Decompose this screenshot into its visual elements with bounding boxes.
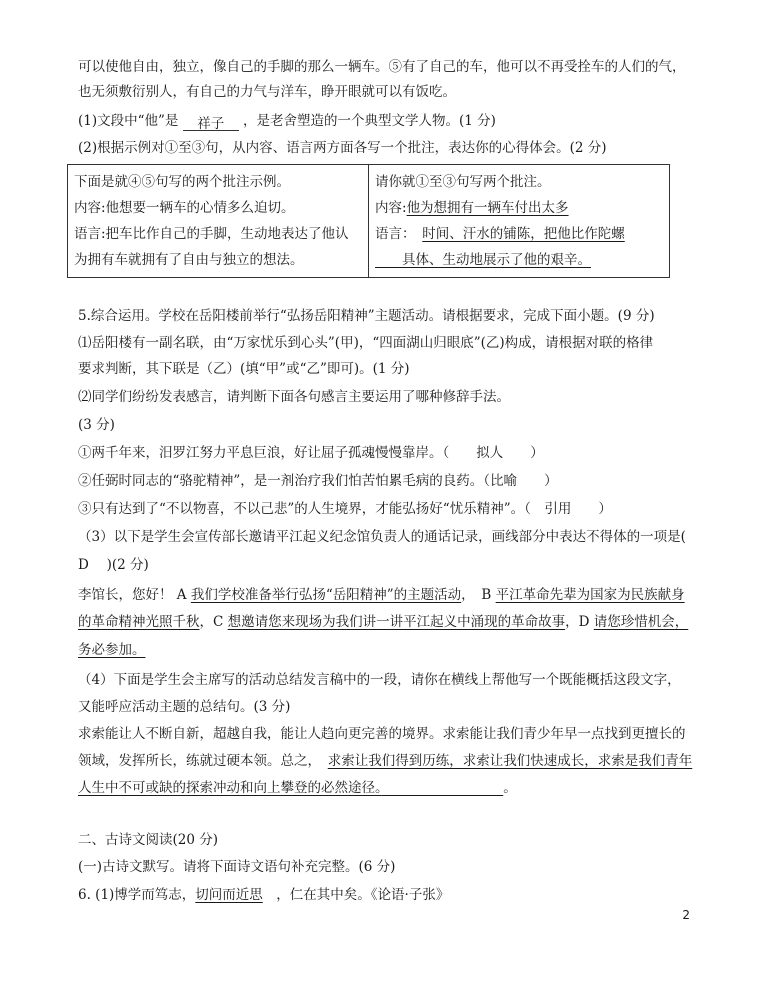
question-6 [78, 885, 449, 905]
rhetoric-item-2 [78, 471, 558, 491]
q6-text: 6. (1)博学而笃志， [78, 887, 196, 903]
answer-text: 祥子 [197, 116, 225, 132]
call-option-d: 请您珍惜机会， [593, 614, 689, 630]
q6-tail: ，仁在其中矣。《论语·子张》 [276, 887, 450, 903]
call-record-line-2 [78, 612, 688, 632]
language-answer-1: 时间、汗水的铺陈，把他比作陀螺 [422, 226, 625, 242]
section-2-sub: (一)古诗文默写。请将下面诗文语句补充完整。(6 分) [78, 859, 396, 875]
call-record-line-3 [78, 640, 146, 660]
call-option-b: 平江革命先辈为国家为民族献身 [495, 587, 685, 603]
item-2-answer: 比喻 [490, 473, 518, 489]
q5-s4-line1: （4）下面是学生会主席写的活动总结发言稿中的一段，请你在横线上帮他写一个既能概括这段文字， [78, 672, 681, 688]
passage-line-2: 也无须敷衍别人，有自己的力气与洋车，睁开眼就可以有饭吃。 [78, 84, 456, 100]
rhetoric-item-3 [78, 499, 612, 519]
answer-head: 请你就①至③句写两个批注。 [375, 174, 551, 190]
q5-s4-line2: 又能呼应活动主题的总结句。(3 分) [78, 699, 291, 715]
page-number: 2 [682, 908, 690, 922]
content-annotation [375, 195, 663, 221]
example-line: 语言:把车比作自己的手脚，生动地表达了他认 [74, 226, 349, 242]
answer-blank-1 [183, 114, 239, 131]
rhetoric-item-1 [78, 443, 544, 463]
call-option-d-cont: 务必参加。 [78, 642, 146, 658]
summary-answer: 求索让我们得到历练，求索让我们快速成长，求索是我们青年 [327, 753, 693, 769]
content-label: 内容: [375, 200, 407, 216]
language-annotation [375, 221, 663, 247]
q5-s3-line2: D )(2 分) [78, 557, 149, 573]
item-3-text: ③只有达到了“不以物喜，不以己悲”的人生境界，才能弘扬好“忧乐精神”。（ [78, 501, 531, 517]
answer-cell [369, 165, 670, 278]
item-3-close: ） [598, 501, 612, 517]
q5-s3-line1: （3）以下是学生会宣传部长邀请平江起义纪念馆负责人的通话记录，画线部分中表达不得体的一项是( [78, 529, 686, 545]
language-label: 语言： [375, 226, 409, 242]
call-option-c: 想邀请您来现场为我们讲一讲平江起义中涌现的革命故事 [227, 614, 566, 630]
item-2-text: ②任弼时同志的“骆驼精神”，是一剂治疗我们怕苦怕累毛病的良药。（ [78, 473, 491, 489]
example-line: 下面是就④⑤句写的两个批注示例。 [74, 174, 290, 190]
call-text: ，C [199, 614, 228, 630]
summary-answer-cont-text: 人生中不可或缺的探索冲动和向上攀登的必然途径。 [78, 780, 382, 796]
example-cell [68, 165, 369, 278]
question-1 [78, 111, 496, 131]
question-1-tail: ，是老舍塑造的一个典型文学人物。(1 分) [243, 113, 496, 129]
summary-end: 。 [503, 780, 517, 796]
annotation-table [67, 164, 670, 278]
question-2: (2)根据示例对①至③句，从内容、语言两方面各写一个批注，表达你的心得体会。(2 分) [78, 140, 607, 156]
example-line: 为拥有车就拥有了自由与独立的想法。 [74, 252, 304, 268]
summary-answer-cont [78, 780, 503, 796]
summary-text: 领域，发挥所长，练就过硬本领。总之， [78, 753, 315, 769]
item-2-close: ） [544, 473, 558, 489]
call-option-a: 我们学校准备举行弘扬“岳阳精神”的主题活动 [190, 587, 462, 603]
example-line: 内容:他想要一辆车的心情多么迫切。 [74, 200, 295, 216]
language-answer-2 [375, 252, 591, 268]
summary-line-2 [78, 751, 692, 771]
q5-s1-line2: 要求判断，其下联是（乙）(填“甲”或“乙”即可)。(1 分) [78, 361, 410, 377]
call-record-line-1 [78, 585, 685, 605]
q5-s2-line2: (3 分) [78, 417, 115, 433]
summary-line-3 [78, 778, 517, 798]
q6-answer: 切问而近思 [195, 887, 263, 903]
item-1-close: ） [530, 445, 544, 461]
item-1-answer: 拟人 [476, 445, 504, 461]
passage-line-1: 可以使他自由，独立，像自己的手脚的那么一辆车。⑤有了自己的车，他可以不再受拴车的人们的气， [78, 59, 686, 75]
call-option-b-cont: 的革命精神光照千秋 [78, 614, 200, 630]
q5-s1-line1: ⑴岳阳楼有一副名联，由“万家忧乐到心头”(甲)，“四面湖山归眼底”(乙)构成，请根据对联的格律 [78, 335, 654, 351]
language-annotation-cont [375, 247, 663, 273]
summary-line-1: 求索能让人不断自新，超越自我，能让人趋向更完善的境界。求索能让我们青少年早一点找到更擅长的 [78, 726, 686, 742]
call-text: ， B [461, 587, 496, 603]
content-answer: 他为想拥有一辆车付出太多 [406, 200, 569, 216]
question-1-text: (1)文段中“他”是 [78, 113, 179, 129]
item-1-text: ①两千年来，汨罗江努力平息巨浪，好让屈子孤魂慢慢靠岸。（ [78, 445, 450, 461]
call-text: 李馆长，您好！ A [78, 587, 191, 603]
call-text: ，D [565, 614, 594, 630]
language-answer-2-text: 具体、生动地展示了他的艰辛。 [402, 252, 591, 268]
q5-s2-line1: ⑵同学们纷纷发表感言，请判断下面各句感言主要运用了哪种修辞手法。 [78, 389, 510, 405]
section-2-title: 二、古诗文阅读(20 分) [78, 832, 219, 848]
question-5-title: 5.综合运用。学校在岳阳楼前举行“弘扬岳阳精神”主题活动。请根据要求，完成下面小题。(9 分) [78, 308, 655, 324]
item-3-answer: 引用 [544, 501, 572, 517]
